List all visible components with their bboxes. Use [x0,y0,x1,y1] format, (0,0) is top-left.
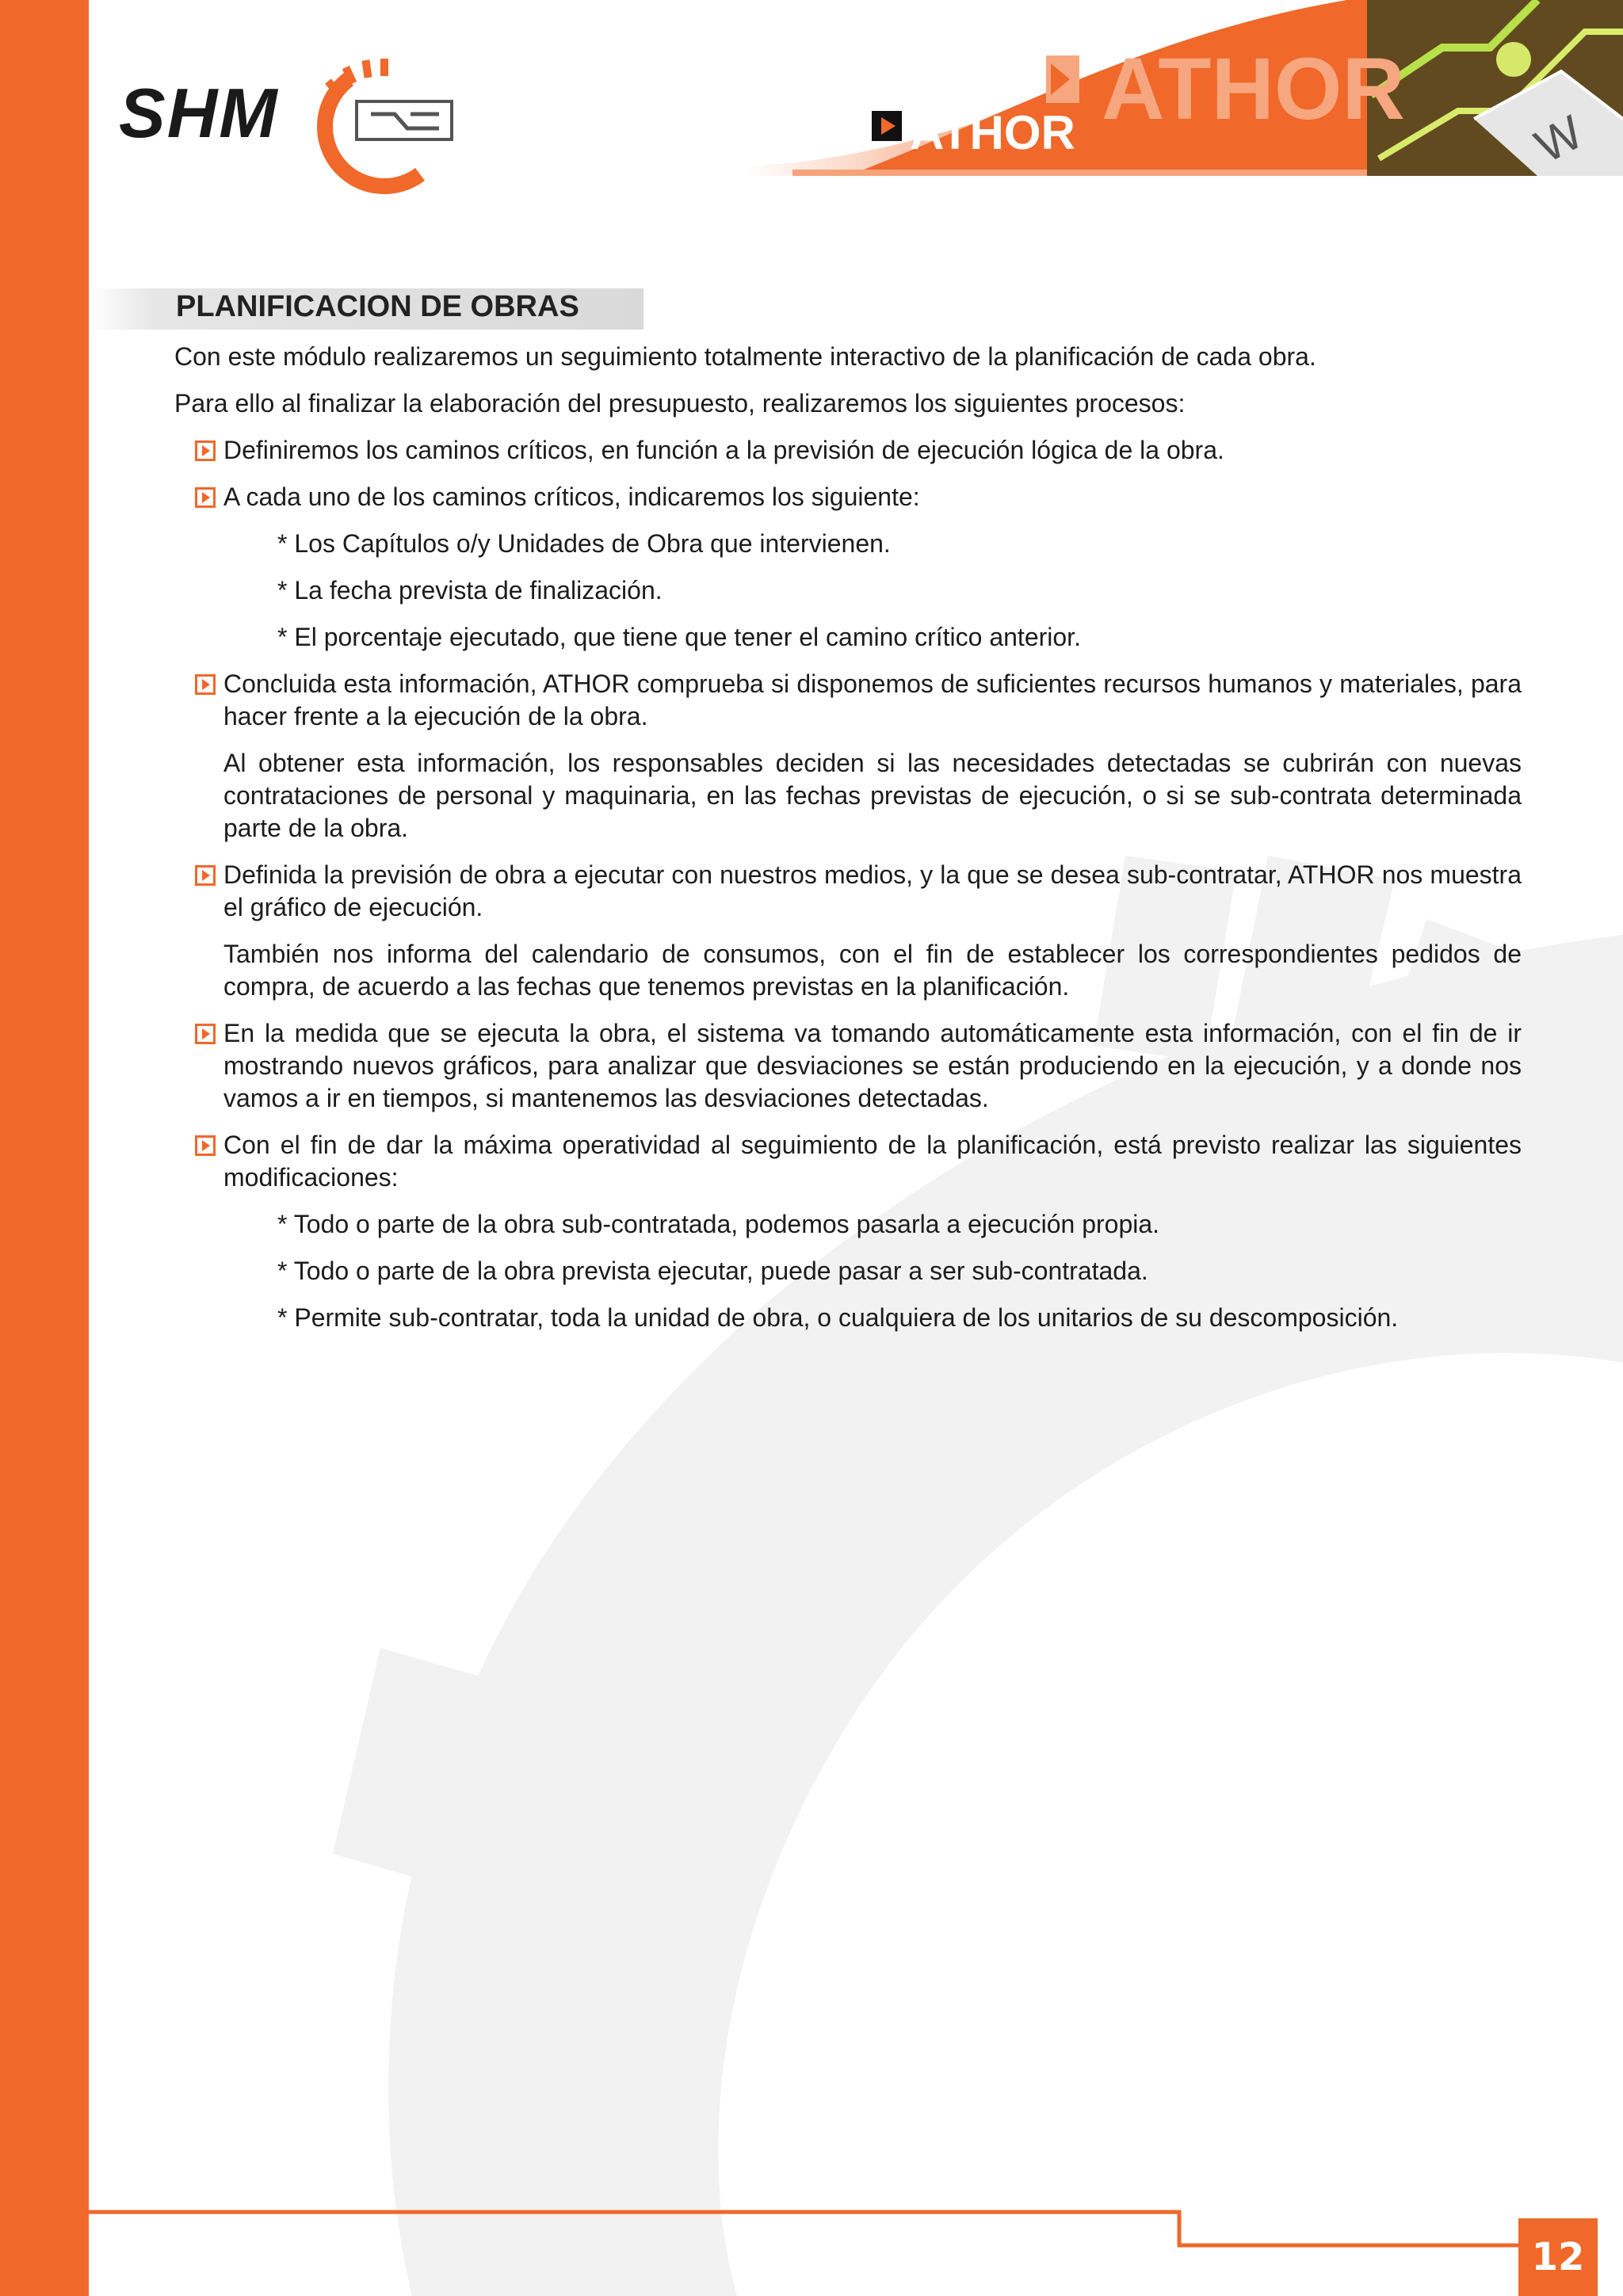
section-title: PLANIFICACION DE OBRAS [176,290,579,323]
play-arrow-icon [195,487,216,508]
bullet-text: Concluida esta información, ATHOR comprueba si disponemos de suficientes recursos humanos y materiales, para hacer frente a la ejecución de la obra. [223,669,1522,730]
play-arrow-icon [195,1135,216,1156]
sub-item: * El porcentaje ejecutado, que tiene que tener el camino crítico anterior. [277,623,1081,651]
play-arrow-icon [195,865,216,886]
intro-paragraph-1: Con este módulo realizaremos un seguimiento totalmente interactivo de la planificación de cada obra. [174,342,1316,371]
intro-paragraph-2: Para ello al finalizar la elaboración del presupuesto, realizaremos los siguientes procesos: [174,389,1186,418]
bullet-item-2 [174,481,1522,513]
bullet-item-5 [174,1017,1522,1115]
bullet-text: A cada uno de los caminos críticos, indicaremos los siguiente: [223,482,920,511]
sub-item: * Los Capítulos o/y Unidades de Obra que intervienen. [277,529,891,558]
shm-gear-icon [309,55,483,198]
bullet-text: En la medida que se ejecuta la obra, el sistema va tomando automáticamente esta información, con el fin de ir mostrando nuevos gráficos, para analizar que desviaciones se están produciendo en la ejecución, y a donde nos vamos a ir en tiempos, si mantenemos las desviaciones detectadas. [223,1019,1522,1112]
bullet-text: Con el fin de dar la máxima operatividad al seguimiento de la planificación, está previsto realizar las siguientes modificaciones: [223,1131,1522,1192]
sub-item: * Permite sub-contratar, toda la unidad de obra, o cualquiera de los unitarios de su descomposición. [277,1303,1399,1332]
keyboard-key-letter: W [1526,105,1591,174]
main-content [174,341,1522,1348]
shm-logo [119,73,483,192]
play-arrow-icon [195,441,216,461]
play-arrow-icon [195,674,216,695]
athor-header-banner [745,0,1623,176]
bullet-item-6 [174,1129,1522,1194]
bullet-item-3 [174,668,1522,733]
sub-item: * La fecha prevista de finalización. [277,576,663,605]
bullet-continuation: También nos informa del calendario de consumos, con el fin de establecer los correspondientes pedidos de compra, de acuerdo a las fechas que tenemos previstas en la planificación. [223,940,1522,1001]
footer-rule [89,2209,1623,2264]
page-number: 12 [1518,2218,1598,2296]
sub-item: * Todo o parte de la obra sub-contratada, podemos pasarla a ejecución propia. [277,1210,1160,1238]
athor-logo-text: ATHOR [910,106,1075,159]
bullet-continuation: Al obtener esta información, los responsables deciden si las necesidades detectadas se cubrirán con nuevas contrataciones de personal y maquinaria, en las fechas previstas de ejecución, o si se sub-contrata determinada parte de la obra. [223,749,1522,842]
bullet-text: Definida la previsión de obra a ejecutar con nuestros medios, y la que se desea sub-contratar, ATHOR nos muestra el gráfico de ejecución. [223,860,1522,921]
bullet-item-4 [174,859,1522,924]
sub-item: * Todo o parte de la obra prevista ejecutar, puede pasar a ser sub-contratada. [277,1257,1148,1285]
bullet-item-1 [174,434,1522,467]
bullet-text: Definiremos los caminos críticos, en función a la previsión de ejecución lógica de la obra. [223,436,1224,464]
play-arrow-icon [195,1024,216,1044]
athor-banner-text: ATHOR [1102,40,1405,138]
shm-logo-text: SHM [119,74,279,152]
